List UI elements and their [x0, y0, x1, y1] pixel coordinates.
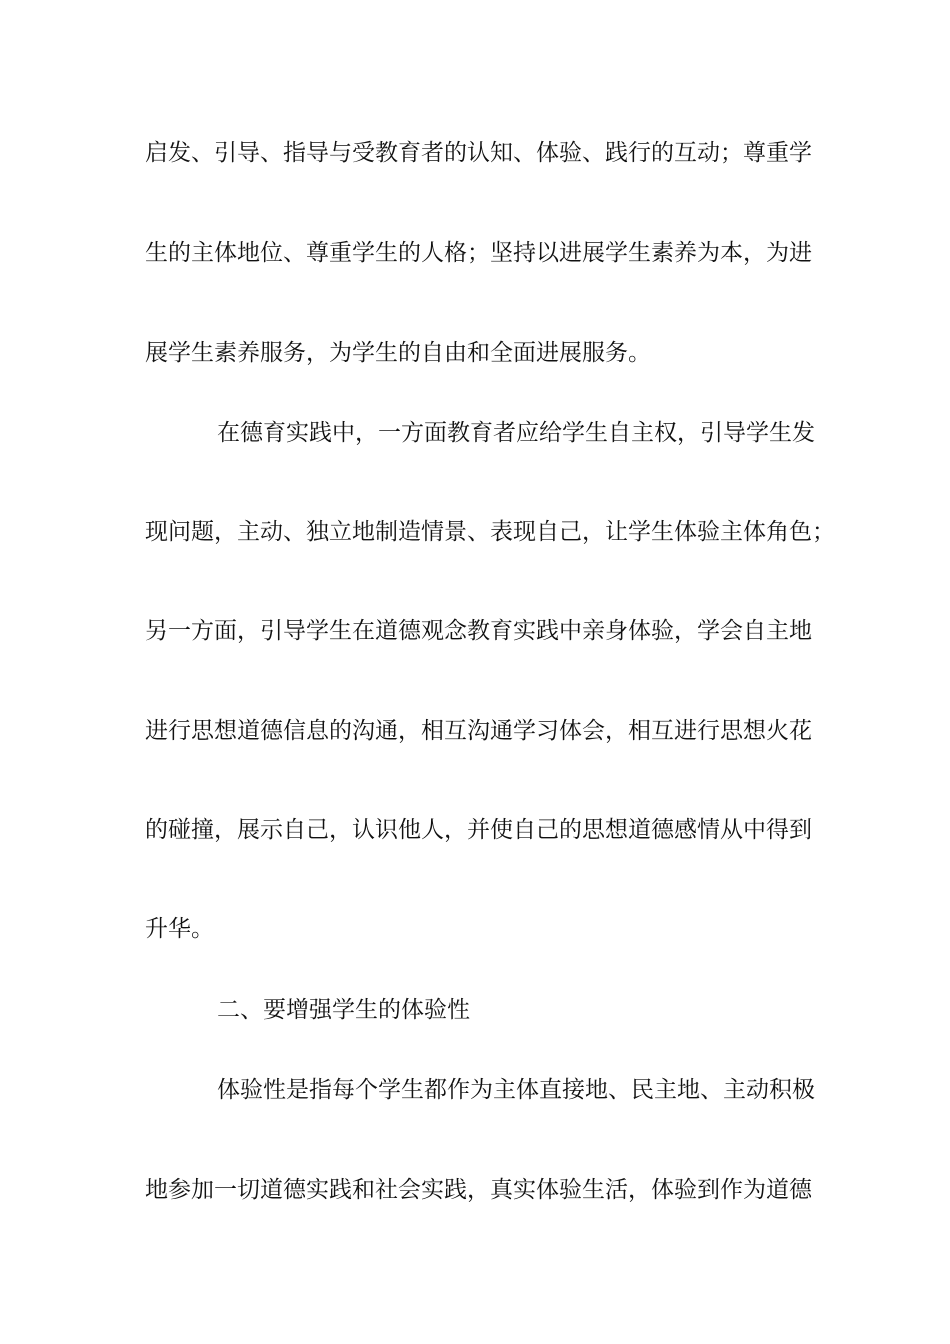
text-line: 升华。 — [145, 916, 214, 942]
text-line: 的碰撞，展示自己，认识他人，并使自己的思想道德感情从中得到 — [145, 817, 812, 843]
text-line: 另一方面，引导学生在道德观念教育实践中亲身体验，学会自主地 — [145, 618, 812, 644]
text-line: 启发、引导、指导与受教育者的认知、体验、践行的互动；尊重学 — [145, 140, 812, 166]
section-heading: 二、要增强学生的体验性 — [217, 997, 470, 1023]
paragraph-first-line: 在德育实践中，一方面教育者应给学生自主权，引导学生发 — [217, 420, 815, 446]
text-line: 现问题，主动、独立地制造情景、表现自己，让学生体验主体角色； — [145, 519, 835, 545]
text-line: 地参加一切道德实践和社会实践，真实体验生活，体验到作为道德 — [145, 1177, 812, 1203]
text-line: 进行思想道德信息的沟通，相互沟通学习体会，相互进行思想火花 — [145, 718, 812, 744]
text-line: 展学生素养服务，为学生的自由和全面进展服务。 — [145, 340, 651, 366]
text-line: 生的主体地位、尊重学生的人格；坚持以进展学生素养为本，为进 — [145, 240, 812, 266]
paragraph-first-line: 体验性是指每个学生都作为主体直接地、民主地、主动积极 — [217, 1077, 815, 1103]
